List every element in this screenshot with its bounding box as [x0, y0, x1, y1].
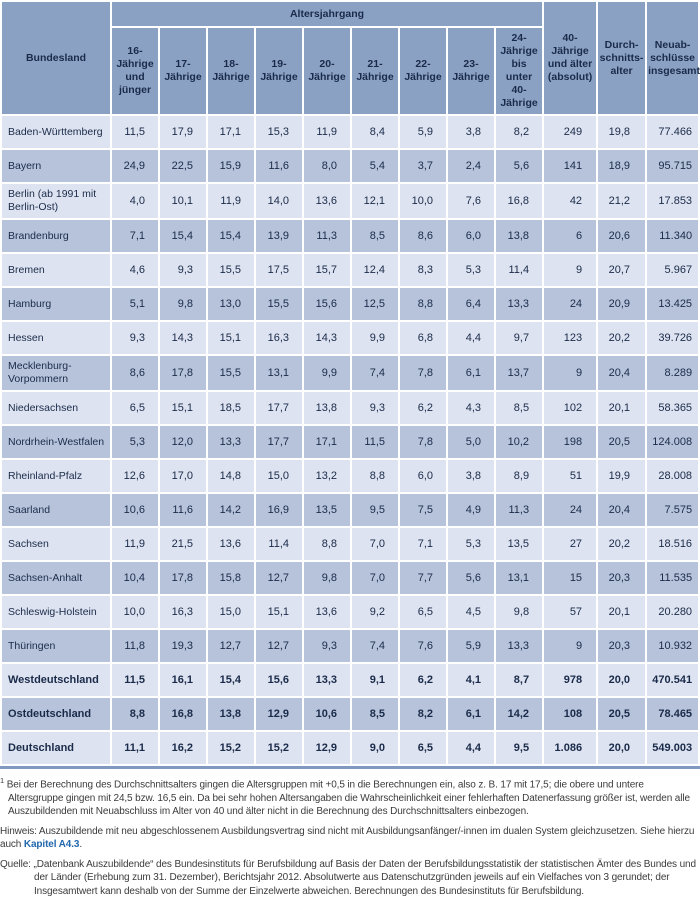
table-row	[2, 254, 698, 286]
value-cell: 20,1	[598, 596, 645, 628]
bundesland-cell: Bremen	[2, 254, 110, 286]
value-cell: 11,4	[256, 528, 302, 560]
bundesland-cell: Mecklenburg-Vorpommern	[2, 356, 110, 390]
value-cell: 8,5	[496, 392, 542, 424]
value-cell: 12,7	[256, 630, 302, 662]
value-cell: 14,3	[160, 322, 206, 354]
value-cell: 3,8	[448, 116, 494, 148]
footnotes	[0, 774, 700, 898]
value-cell: 9,8	[496, 596, 542, 628]
value-cell: 549.003	[647, 732, 698, 764]
value-cell: 17.853	[647, 184, 698, 218]
bundesland-cell: Sachsen	[2, 528, 110, 560]
value-cell: 7,6	[448, 184, 494, 218]
value-cell: 27	[544, 528, 596, 560]
value-cell: 15,3	[256, 116, 302, 148]
value-cell: 5,3	[448, 528, 494, 560]
value-cell: 9	[544, 254, 596, 286]
value-cell: 6,5	[112, 392, 158, 424]
value-cell: 9,9	[304, 356, 350, 390]
value-cell: 17,0	[160, 460, 206, 492]
value-cell: 17,5	[256, 254, 302, 286]
value-cell: 15,0	[208, 596, 254, 628]
table-row	[2, 698, 698, 730]
value-cell: 21,5	[160, 528, 206, 560]
value-cell: 51	[544, 460, 596, 492]
table-row	[2, 426, 698, 458]
value-cell: 13,2	[304, 460, 350, 492]
value-cell: 12,7	[256, 562, 302, 594]
bundesland-cell: Westdeutschland	[2, 664, 110, 696]
column-header-neuabschluesse: Neuab-schlüsse insgesamt	[647, 2, 698, 114]
value-cell: 5,3	[448, 254, 494, 286]
value-cell: 18,9	[598, 150, 645, 182]
value-cell: 11,5	[112, 664, 158, 696]
value-cell: 4,9	[448, 494, 494, 526]
value-cell: 5,9	[448, 630, 494, 662]
value-cell: 20,7	[598, 254, 645, 286]
footnote-1-text: Bei der Berechnung des Durchschnittsalters gingen die Altersgruppen mit +0,5 in die Berechnungen ein, also z. B. 17 mit 17,5; die obere und untere Altersgruppe gingen mit 24,5 bzw. 16,5 ein. Da bei sehr hohen Altersangaben die Wahrscheinlichkeit einer fehlerhaften Datenerfassung größer ist, werden alle Auszubildenden mit Neuabschluss im Alter von 40 und älter nicht in die Berechnung des Durchschnittsalters einbezogen.	[6, 779, 690, 818]
quelle-text: „Datenbank Auszubildende“ des Bundesinstituts für Berufsbildung auf Basis der Daten der Berufsbildungsstatistik der statistischen Ämter des Bundes und der Länder (Erhebung zum 31. Dezember), Berichtsjahr 2012. Absolutwerte aus Datenschutzgründen jeweils auf ein Vielfaches von 3 gerundet; der Insgesamtwert kann deshalb von der Summe der Einzelwerte abweichen. Berechnungen des Bundesinstituts für Berufsbildung.	[33, 858, 696, 897]
value-cell: 9,0	[352, 732, 398, 764]
value-cell: 17,1	[208, 116, 254, 148]
value-cell: 11,3	[496, 494, 542, 526]
value-cell: 5,6	[448, 562, 494, 594]
value-cell: 7,1	[112, 220, 158, 252]
value-cell: 11,9	[208, 184, 254, 218]
value-cell: 1.086	[544, 732, 596, 764]
value-cell: 7,6	[400, 630, 446, 662]
value-cell: 6,8	[400, 322, 446, 354]
value-cell: 77.466	[647, 116, 698, 148]
bundesland-cell: Berlin (ab 1991 mit Berlin-Ost)	[2, 184, 110, 218]
value-cell: 10.932	[647, 630, 698, 662]
value-cell: 12,4	[352, 254, 398, 286]
value-cell: 13,8	[304, 392, 350, 424]
value-cell: 15,6	[304, 288, 350, 320]
table-row	[2, 220, 698, 252]
value-cell: 15,2	[208, 732, 254, 764]
value-cell: 13,6	[208, 528, 254, 560]
value-cell: 11,9	[304, 116, 350, 148]
table-row	[2, 184, 698, 218]
value-cell: 20,3	[598, 562, 645, 594]
value-cell: 4,6	[112, 254, 158, 286]
column-header-24-bis-40: 24-Jährige bis unter 40-Jährige	[496, 28, 542, 114]
column-header-16: 16-Jährige und jünger	[112, 28, 158, 114]
value-cell: 15,8	[208, 562, 254, 594]
value-cell: 20,5	[598, 698, 645, 730]
value-cell: 13,6	[304, 184, 350, 218]
value-cell: 20,4	[598, 356, 645, 390]
value-cell: 8,9	[496, 460, 542, 492]
footnote-1-marker: 1	[0, 776, 5, 785]
value-cell: 7,8	[400, 356, 446, 390]
value-cell: 20,4	[598, 494, 645, 526]
value-cell: 13,1	[256, 356, 302, 390]
value-cell: 14,3	[304, 322, 350, 354]
bundesland-cell: Thüringen	[2, 630, 110, 662]
table-row	[2, 392, 698, 424]
footnote-quelle	[0, 858, 700, 898]
value-cell: 12,5	[352, 288, 398, 320]
value-cell: 20,1	[598, 392, 645, 424]
value-cell: 58.365	[647, 392, 698, 424]
value-cell: 24	[544, 288, 596, 320]
table-row	[2, 732, 698, 764]
value-cell: 15	[544, 562, 596, 594]
value-cell: 8,0	[304, 150, 350, 182]
value-cell: 15,4	[160, 220, 206, 252]
value-cell: 20.280	[647, 596, 698, 628]
value-cell: 8,2	[496, 116, 542, 148]
value-cell: 9,5	[352, 494, 398, 526]
table-row	[2, 528, 698, 560]
value-cell: 13,0	[208, 288, 254, 320]
value-cell: 4,5	[448, 596, 494, 628]
value-cell: 18.516	[647, 528, 698, 560]
value-cell: 6,4	[448, 288, 494, 320]
value-cell: 16,8	[496, 184, 542, 218]
value-cell: 3,7	[400, 150, 446, 182]
table-row	[2, 630, 698, 662]
column-header-21: 21-Jährige	[352, 28, 398, 114]
value-cell: 17,7	[256, 392, 302, 424]
value-cell: 123	[544, 322, 596, 354]
value-cell: 13,3	[496, 288, 542, 320]
footnote-1	[0, 774, 700, 819]
value-cell: 15,7	[304, 254, 350, 286]
value-cell: 8,8	[352, 460, 398, 492]
value-cell: 12,0	[160, 426, 206, 458]
value-cell: 6,2	[400, 664, 446, 696]
value-cell: 8,4	[352, 116, 398, 148]
value-cell: 7,8	[400, 426, 446, 458]
value-cell: 16,3	[160, 596, 206, 628]
value-cell: 19,3	[160, 630, 206, 662]
value-cell: 13,6	[304, 596, 350, 628]
value-cell: 16,2	[160, 732, 206, 764]
column-header-19: 19-Jährige	[256, 28, 302, 114]
value-cell: 9,8	[304, 562, 350, 594]
value-cell: 11,9	[112, 528, 158, 560]
value-cell: 978	[544, 664, 596, 696]
value-cell: 11,6	[256, 150, 302, 182]
table-row	[2, 562, 698, 594]
value-cell: 9,8	[160, 288, 206, 320]
value-cell: 9,3	[352, 392, 398, 424]
table-body	[2, 116, 698, 764]
value-cell: 6,1	[448, 698, 494, 730]
bundesland-cell: Nordrhein-Westfalen	[2, 426, 110, 458]
value-cell: 4,3	[448, 392, 494, 424]
table-row	[2, 116, 698, 148]
value-cell: 20,9	[598, 288, 645, 320]
value-cell: 11,4	[496, 254, 542, 286]
value-cell: 78.465	[647, 698, 698, 730]
column-header-20: 20-Jährige	[304, 28, 350, 114]
bundesland-cell: Bayern	[2, 150, 110, 182]
value-cell: 8,6	[400, 220, 446, 252]
table-row	[2, 460, 698, 492]
value-cell: 13,3	[208, 426, 254, 458]
bundesland-cell: Ostdeutschland	[2, 698, 110, 730]
value-cell: 15,2	[256, 732, 302, 764]
value-cell: 7.575	[647, 494, 698, 526]
value-cell: 8,8	[112, 698, 158, 730]
value-cell: 20,3	[598, 630, 645, 662]
hinweis-text: Hinweis: Auszubildende mit neu abgeschlossenem Ausbildungsvertrag sind nicht mit Ausbildungsanfänger/-innen im dualen System gleichzusetzen. Siehe hierzu auch	[0, 825, 695, 851]
value-cell: 124.008	[647, 426, 698, 458]
value-cell: 5,3	[112, 426, 158, 458]
value-cell: 14,2	[208, 494, 254, 526]
column-header-22: 22-Jährige	[400, 28, 446, 114]
value-cell: 42	[544, 184, 596, 218]
value-cell: 9,1	[352, 664, 398, 696]
value-cell: 13,8	[496, 220, 542, 252]
value-cell: 4,4	[448, 322, 494, 354]
value-cell: 8,8	[304, 528, 350, 560]
value-cell: 19,8	[598, 116, 645, 148]
bundesland-cell: Rheinland-Pfalz	[2, 460, 110, 492]
value-cell: 28.008	[647, 460, 698, 492]
value-cell: 9	[544, 630, 596, 662]
value-cell: 10,0	[112, 596, 158, 628]
value-cell: 9	[544, 356, 596, 390]
value-cell: 6	[544, 220, 596, 252]
value-cell: 5,0	[448, 426, 494, 458]
value-cell: 15,4	[208, 664, 254, 696]
value-cell: 13,3	[496, 630, 542, 662]
value-cell: 18,5	[208, 392, 254, 424]
value-cell: 7,1	[400, 528, 446, 560]
kapitel-a4-3-link[interactable]: Kapitel A4.3	[23, 839, 80, 851]
value-cell: 108	[544, 698, 596, 730]
value-cell: 11,5	[112, 116, 158, 148]
bundesland-cell: Sachsen-Anhalt	[2, 562, 110, 594]
value-cell: 20,0	[598, 732, 645, 764]
value-cell: 15,5	[208, 356, 254, 390]
value-cell: 21,2	[598, 184, 645, 218]
value-cell: 13,7	[496, 356, 542, 390]
value-cell: 15,0	[256, 460, 302, 492]
value-cell: 15,9	[208, 150, 254, 182]
value-cell: 6,1	[448, 356, 494, 390]
table-row	[2, 150, 698, 182]
value-cell: 8,2	[400, 698, 446, 730]
value-cell: 13,3	[304, 664, 350, 696]
value-cell: 9,7	[496, 322, 542, 354]
value-cell: 11.340	[647, 220, 698, 252]
value-cell: 11,3	[304, 220, 350, 252]
value-cell: 5,4	[352, 150, 398, 182]
value-cell: 4,0	[112, 184, 158, 218]
value-cell: 15,5	[208, 254, 254, 286]
value-cell: 13,8	[208, 698, 254, 730]
value-cell: 4,1	[448, 664, 494, 696]
value-cell: 20,0	[598, 664, 645, 696]
value-cell: 15,1	[256, 596, 302, 628]
bundesland-cell: Hessen	[2, 322, 110, 354]
value-cell: 24	[544, 494, 596, 526]
value-cell: 20,2	[598, 322, 645, 354]
value-cell: 17,1	[304, 426, 350, 458]
value-cell: 141	[544, 150, 596, 182]
bundesland-cell: Niedersachsen	[2, 392, 110, 424]
value-cell: 6,2	[400, 392, 446, 424]
bundesland-cell: Brandenburg	[2, 220, 110, 252]
value-cell: 5,1	[112, 288, 158, 320]
value-cell: 9,3	[160, 254, 206, 286]
value-cell: 12,7	[208, 630, 254, 662]
bundesland-cell: Baden-Württemberg	[2, 116, 110, 148]
value-cell: 7,7	[400, 562, 446, 594]
value-cell: 24,9	[112, 150, 158, 182]
value-cell: 9,2	[352, 596, 398, 628]
value-cell: 13,5	[496, 528, 542, 560]
value-cell: 12,9	[304, 732, 350, 764]
column-header-durchschnittsalter: Durch-schnitts-alter	[598, 2, 645, 114]
value-cell: 10,2	[496, 426, 542, 458]
value-cell: 6,5	[400, 596, 446, 628]
value-cell: 3,8	[448, 460, 494, 492]
value-cell: 7,5	[400, 494, 446, 526]
value-cell: 470.541	[647, 664, 698, 696]
bundesland-cell: Hamburg	[2, 288, 110, 320]
value-cell: 13,5	[304, 494, 350, 526]
value-cell: 14,8	[208, 460, 254, 492]
value-cell: 6,5	[400, 732, 446, 764]
bundesland-cell: Schleswig-Holstein	[2, 596, 110, 628]
value-cell: 12,9	[256, 698, 302, 730]
value-cell: 9,3	[304, 630, 350, 662]
value-cell: 8,8	[400, 288, 446, 320]
value-cell: 17,8	[160, 356, 206, 390]
value-cell: 15,6	[256, 664, 302, 696]
value-cell: 15,4	[208, 220, 254, 252]
value-cell: 8,6	[112, 356, 158, 390]
value-cell: 8,5	[352, 220, 398, 252]
column-header-17: 17-Jährige	[160, 28, 206, 114]
value-cell: 11,8	[112, 630, 158, 662]
value-cell: 8,7	[496, 664, 542, 696]
group-header-altersjahrgang: Altersjahrgang	[112, 2, 542, 26]
value-cell: 16,1	[160, 664, 206, 696]
value-cell: 7,4	[352, 630, 398, 662]
value-cell: 19,9	[598, 460, 645, 492]
value-cell: 10,6	[112, 494, 158, 526]
column-header-40-und-aelter: 40-Jährige und älter (absolut)	[544, 2, 596, 114]
value-cell: 8,5	[352, 698, 398, 730]
value-cell: 249	[544, 116, 596, 148]
value-cell: 14,0	[256, 184, 302, 218]
footnote-hinweis	[0, 825, 700, 852]
value-cell: 17,8	[160, 562, 206, 594]
value-cell: 5.967	[647, 254, 698, 286]
value-cell: 7,0	[352, 528, 398, 560]
value-cell: 9,3	[112, 322, 158, 354]
value-cell: 11,5	[352, 426, 398, 458]
value-cell: 16,9	[256, 494, 302, 526]
value-cell: 8.289	[647, 356, 698, 390]
value-cell: 5,9	[400, 116, 446, 148]
value-cell: 39.726	[647, 322, 698, 354]
value-cell: 10,4	[112, 562, 158, 594]
table-row	[2, 494, 698, 526]
value-cell: 17,7	[256, 426, 302, 458]
bundesland-cell: Deutschland	[2, 732, 110, 764]
column-header-23: 23-Jährige	[448, 28, 494, 114]
value-cell: 11,6	[160, 494, 206, 526]
value-cell: 10,0	[400, 184, 446, 218]
hinweis-period: .	[79, 839, 82, 851]
value-cell: 2,4	[448, 150, 494, 182]
value-cell: 10,1	[160, 184, 206, 218]
value-cell: 15,1	[208, 322, 254, 354]
value-cell: 15,5	[256, 288, 302, 320]
value-cell: 20,5	[598, 426, 645, 458]
value-cell: 12,1	[352, 184, 398, 218]
value-cell: 57	[544, 596, 596, 628]
value-cell: 16,8	[160, 698, 206, 730]
value-cell: 22,5	[160, 150, 206, 182]
value-cell: 198	[544, 426, 596, 458]
value-cell: 20,2	[598, 528, 645, 560]
value-cell: 20,6	[598, 220, 645, 252]
value-cell: 7,0	[352, 562, 398, 594]
table-header	[2, 2, 698, 114]
value-cell: 95.715	[647, 150, 698, 182]
value-cell: 11.535	[647, 562, 698, 594]
table-row	[2, 322, 698, 354]
table-row	[2, 596, 698, 628]
value-cell: 17,9	[160, 116, 206, 148]
bundesland-cell: Saarland	[2, 494, 110, 526]
value-cell: 9,5	[496, 732, 542, 764]
value-cell: 8,3	[400, 254, 446, 286]
table-row	[2, 664, 698, 696]
table-row	[2, 288, 698, 320]
value-cell: 9,9	[352, 322, 398, 354]
column-header-bundesland: Bundesland	[2, 2, 110, 114]
quelle-label: Quelle:	[0, 858, 31, 870]
value-cell: 6,0	[400, 460, 446, 492]
value-cell: 16,3	[256, 322, 302, 354]
value-cell: 11,1	[112, 732, 158, 764]
column-header-18: 18-Jährige	[208, 28, 254, 114]
value-cell: 12,6	[112, 460, 158, 492]
value-cell: 10,6	[304, 698, 350, 730]
value-cell: 13,1	[496, 562, 542, 594]
value-cell: 14,2	[496, 698, 542, 730]
table-row	[2, 356, 698, 390]
value-cell: 6,0	[448, 220, 494, 252]
value-cell: 7,4	[352, 356, 398, 390]
value-cell: 13.425	[647, 288, 698, 320]
value-cell: 5,6	[496, 150, 542, 182]
value-cell: 4,4	[448, 732, 494, 764]
value-cell: 13,9	[256, 220, 302, 252]
table-bottom-rule	[0, 766, 700, 769]
value-cell: 15,1	[160, 392, 206, 424]
value-cell: 102	[544, 392, 596, 424]
